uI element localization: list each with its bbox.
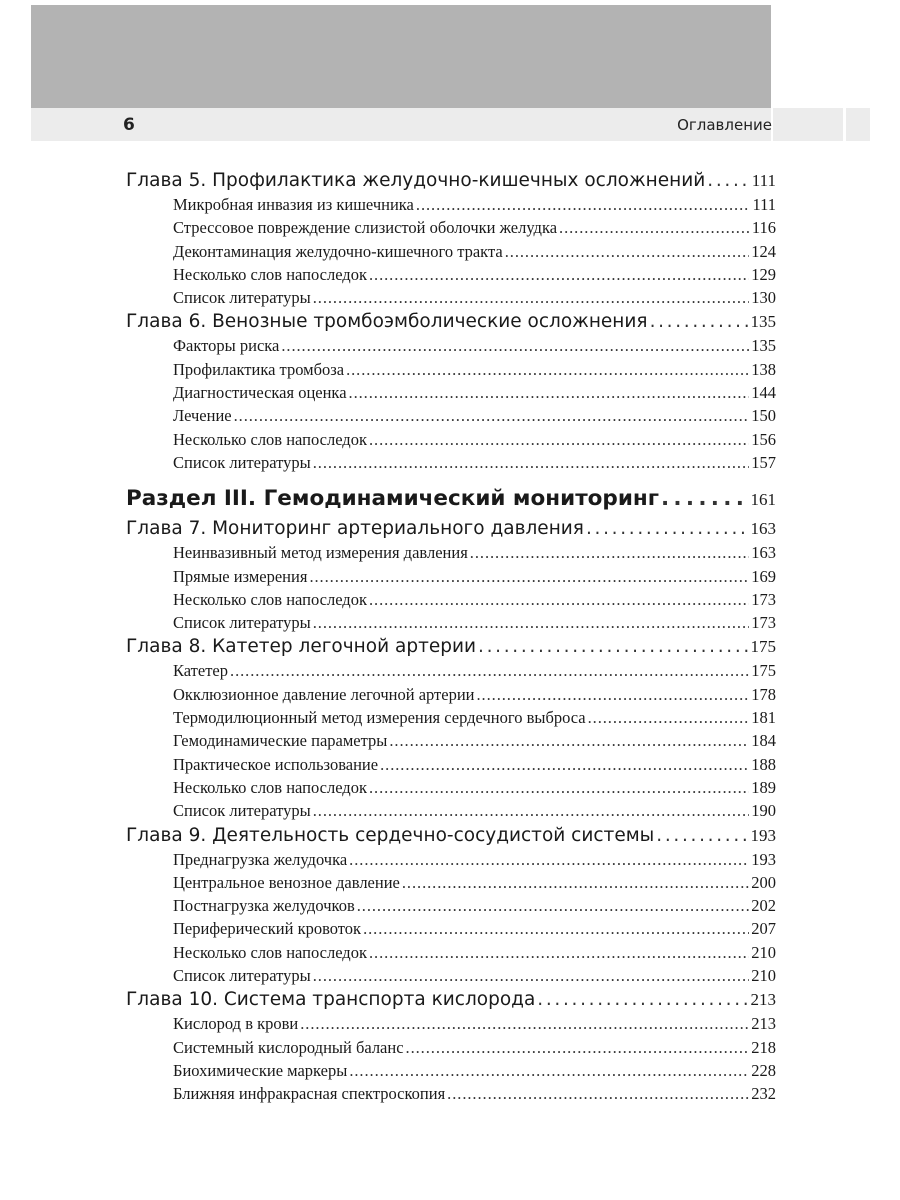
toc-subentry-page: 173 [751,589,776,609]
page-number: 6 [123,115,135,135]
toc-chapter[interactable] [126,634,776,659]
toc-subentry-page: 169 [751,566,776,586]
toc-subentry-page: 210 [751,942,776,962]
toc-chapter[interactable] [126,823,776,848]
toc-entry-page: 163 [750,519,776,539]
toc-subentry[interactable] [126,216,776,239]
toc-subentry-page: 163 [751,543,776,563]
toc-subentry-page: 210 [751,966,776,986]
toc-subentry-page: 213 [751,1014,776,1034]
toc-subentry-title: Несколько слов напоследок [173,264,367,284]
header-tab [773,108,843,141]
leader-dots [313,451,750,474]
toc-entry-title: Раздел III. Гемодинамический мониторинг [126,486,659,512]
toc-subentry-page: 129 [751,264,776,284]
toc-subentry-title: Микробная инвазия из кишечника [173,195,414,214]
leader-dots [369,941,749,964]
leader-dots [588,706,750,729]
toc-subentry[interactable] [126,964,776,987]
toc-entry-page: 111 [751,171,776,190]
leader-dots [230,659,749,682]
toc-subentry[interactable] [126,729,776,752]
leader-dots [369,776,749,799]
toc-subentry-page: 228 [751,1060,776,1080]
leader-dots [416,193,751,216]
toc-subentry[interactable] [126,541,776,564]
toc-subentry-title: Катетер [173,661,229,681]
leader-dots [369,588,749,611]
toc-entry-title: Глава 9. Деятельность сердечно-сосудистой системы [126,824,655,846]
leader-dots [478,634,748,659]
toc-subentry-title: Список литературы [173,966,311,986]
toc-subentry-page: 111 [752,195,776,214]
leader-dots [346,358,749,381]
toc-subentry[interactable] [126,871,776,894]
toc-subentry-title: Периферический кровоток [173,919,362,939]
toc-subentry-page: 190 [751,801,776,821]
toc-subentry-title: Профилактика тромбоза [173,359,345,379]
toc-subentry-page: 157 [751,452,776,472]
toc-subentry-page: 173 [751,613,776,633]
toc-entry-title: Глава 8. Катетер легочной артерии [126,636,477,658]
toc-subentry-page: 124 [751,241,776,261]
leader-dots [234,404,750,427]
leader-dots [389,729,749,752]
toc-entry-title: Глава 10. Система транспорта кислорода [126,989,536,1011]
toc-subentry-page: 156 [751,429,776,449]
toc-subentry-title: Ближняя инфракрасная спектроскопия [173,1084,446,1104]
leader-dots [281,334,749,357]
toc-subentry-title: Список литературы [173,288,311,308]
toc-entry-page: 175 [750,637,776,657]
leader-dots [300,1012,749,1035]
toc-subentry-title: Кислород в крови [173,1014,299,1034]
toc-subentry-title: Гемодинамические параметры [173,731,388,751]
leader-dots [505,240,750,263]
toc-subentry-page: 207 [751,919,776,939]
toc-subentry[interactable] [126,799,776,822]
toc-chapter[interactable] [126,309,776,334]
leader-dots [357,894,750,917]
toc-subentry-page: 150 [751,406,776,426]
toc-entry-title: Глава 5. Профилактика желудочно-кишечных осложнений [126,170,706,191]
toc-subentry-title: Деконтаминация желудочно-кишечного тракта [173,241,503,261]
header-band [31,5,771,108]
toc-entry-page: 213 [750,990,776,1010]
toc-subentry-page: 202 [751,896,776,916]
toc-subentry-page: 218 [751,1037,776,1057]
leader-dots [447,1082,749,1105]
running-head: Оглавление [677,116,772,134]
leader-dots [537,987,748,1012]
toc-subentry-title: Список литературы [173,801,311,821]
toc-subentry[interactable] [126,1082,776,1105]
table-of-contents [126,168,776,1106]
toc-subentry[interactable] [126,565,776,588]
toc-subentry-page: 135 [751,336,776,356]
leader-dots [586,516,749,541]
toc-subentry[interactable] [126,381,776,404]
toc-subentry-page: 144 [751,383,776,403]
toc-entry-page: 161 [750,490,776,510]
toc-subentry-title: Прямые измерения [173,566,308,586]
leader-dots [349,848,749,871]
toc-subentry-title: Несколько слов напоследок [173,777,367,797]
toc-subentry[interactable] [126,848,776,871]
toc-subentry-title: Несколько слов напоследок [173,942,367,962]
leader-dots [661,482,749,516]
toc-subentry[interactable] [126,428,776,451]
leader-dots [363,917,749,940]
toc-subentry-page: 138 [751,359,776,379]
toc-subentry[interactable] [126,358,776,381]
toc-subentry-page: 181 [751,708,776,728]
toc-subentry-title: Биохимические маркеры [173,1060,348,1080]
toc-subentry[interactable] [126,240,776,263]
toc-subentry-title: Преднагрузка желудочка [173,849,348,869]
toc-subentry-title: Диагностическая оценка [173,383,347,403]
toc-subentry-title: Стрессовое повреждение слизистой оболочки желудка [173,218,558,238]
leader-dots [309,565,749,588]
leader-dots [477,683,750,706]
toc-subentry[interactable] [126,611,776,634]
leader-dots [313,611,750,634]
leader-dots [470,541,749,564]
toc-subentry[interactable] [126,1059,776,1082]
leader-dots [656,823,748,848]
toc-subentry[interactable] [126,776,776,799]
leader-dots [380,753,749,776]
toc-subentry-page: 200 [751,872,776,892]
leader-dots [349,1059,749,1082]
toc-subentry-title: Системный кислородный баланс [173,1037,404,1057]
leader-dots [369,263,749,286]
toc-subentry-title: Несколько слов напоследок [173,589,367,609]
toc-subentry[interactable] [126,683,776,706]
toc-subentry-title: Окклюзионное давление легочной артерии [173,684,475,704]
toc-subentry-page: 188 [751,754,776,774]
toc-subentry[interactable] [126,286,776,309]
leader-dots [559,216,750,239]
toc-subentry[interactable] [126,588,776,611]
toc-entry-title: Глава 7. Мониторинг артериального давления [126,518,584,540]
toc-subentry-page: 184 [751,731,776,751]
toc-subentry[interactable] [126,706,776,729]
toc-subentry[interactable] [126,941,776,964]
toc-subentry-title: Неинвазивный метод измерения давления [173,543,468,563]
leader-dots [313,799,750,822]
toc-subentry-title: Список литературы [173,452,311,472]
toc-subentry-title: Список литературы [173,613,311,633]
toc-subentry-title: Факторы риска [173,336,280,356]
toc-subentry[interactable] [126,753,776,776]
toc-subentry[interactable] [126,451,776,474]
toc-subentry[interactable] [126,659,776,682]
toc-chapter[interactable] [126,516,776,541]
leader-dots [313,964,750,987]
toc-subentry[interactable] [126,334,776,357]
toc-entry-title: Глава 6. Венозные тромбоэмболические осложнения [126,311,648,333]
toc-subentry-title: Термодилюционный метод измерения сердечного выброса [173,708,586,728]
leader-dots [369,428,749,451]
toc-subentry-page: 116 [751,218,776,238]
toc-subentry-page: 130 [751,288,776,308]
toc-subentry-page: 175 [751,661,776,681]
toc-section[interactable] [126,482,776,516]
toc-subentry[interactable] [126,917,776,940]
toc-subentry-title: Постнагрузка желудочков [173,896,355,916]
leader-dots [349,381,750,404]
toc-subentry[interactable] [126,193,776,216]
toc-subentry[interactable] [126,1012,776,1035]
header-strip [31,108,771,141]
toc-subentry-title: Лечение [173,406,232,426]
toc-subentry[interactable] [126,263,776,286]
toc-subentry-page: 193 [751,849,776,869]
leader-dots [402,871,749,894]
leader-dots [313,286,750,309]
toc-subentry-page: 232 [751,1084,776,1104]
toc-chapter[interactable] [126,987,776,1012]
toc-subentry-title: Центральное венозное давление [173,872,400,892]
toc-subentry[interactable] [126,1036,776,1059]
toc-entry-page: 193 [750,825,776,845]
toc-entry-page: 135 [750,312,776,332]
toc-subentry-title: Практическое использование [173,754,379,774]
toc-subentry[interactable] [126,894,776,917]
header-tab-edge [846,108,870,141]
toc-subentry[interactable] [126,404,776,427]
leader-dots [707,168,749,193]
leader-dots [650,309,749,334]
toc-chapter[interactable] [126,168,776,193]
toc-subentry-page: 178 [751,684,776,704]
toc-subentry-page: 189 [751,777,776,797]
leader-dots [406,1036,750,1059]
toc-subentry-title: Несколько слов напоследок [173,429,367,449]
